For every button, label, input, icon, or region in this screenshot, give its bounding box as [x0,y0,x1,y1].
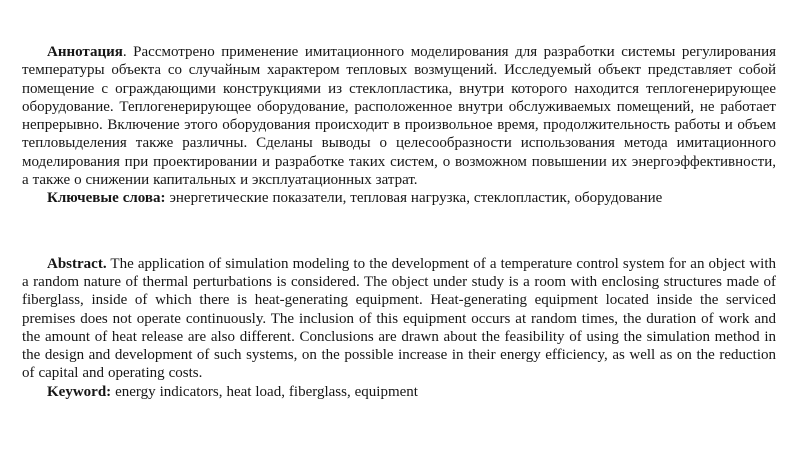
english-abstract-paragraph [22,255,776,383]
english-keywords-text: energy indicators, heat load, fiberglass, equipment [115,383,418,400]
russian-abstract-label: Аннотация [47,44,123,60]
english-keywords-line [22,383,776,401]
russian-abstract-separator: . [122,44,134,60]
abstract-slide [22,0,776,401]
english-abstract-text: The application of simulation modeling to the development of a temperature control system for an object with a random nature of thermal perturbations is considered. The object under study is a room with enclosing structures made of fiberglass, inside of which there is heat-generating equipment. Heat-generating equipment located inside the serviced premises does not operate continuously. The inclusion of this equipment occurs at random times, the duration of work and the amount of heat release are also different. Conclusions are drawn about the feasibility of using the simulation method in the design and development of such systems, on the possible increase in their energy efficiency, as well as on the reduction of capital and operating costs. [22,255,776,382]
english-abstract-section [22,255,776,401]
english-abstract-label: Abstract. [47,255,107,272]
russian-keywords-text: энергетические показатели, тепловая нагрузка, стеклопластик, оборудование [169,190,663,207]
russian-keywords-label: Ключевые слова: [47,190,166,207]
russian-abstract-paragraph [22,43,776,189]
english-keywords-label: Keyword: [47,383,112,400]
russian-keywords-line [22,189,776,207]
russian-abstract-text: Рассмотрено применение имитационного моделирования для разработки системы регулирования температуры объекта со случайным характером тепловых возмущений. Исследуемый объект представляет собой помещение с ограждающими конструкциями из стеклопластика, внутри которого находится теплогенерирующее оборудование. Теплогенерирующее оборудование, расположенное внутри обслуживаемых помещений, не работает непрерывно. Включение этого оборудования происходит в произвольное время, продолжительность работы и объем тепловыделения также различны. Сделаны выводы о целесообразности использования метода имитационного моделирования при проектировании и разработке таких систем, о возможном повышении их энергоэффективности, а также о снижении капитальных и эксплуатационных затрат. [22,44,776,189]
russian-abstract-section [22,43,776,208]
